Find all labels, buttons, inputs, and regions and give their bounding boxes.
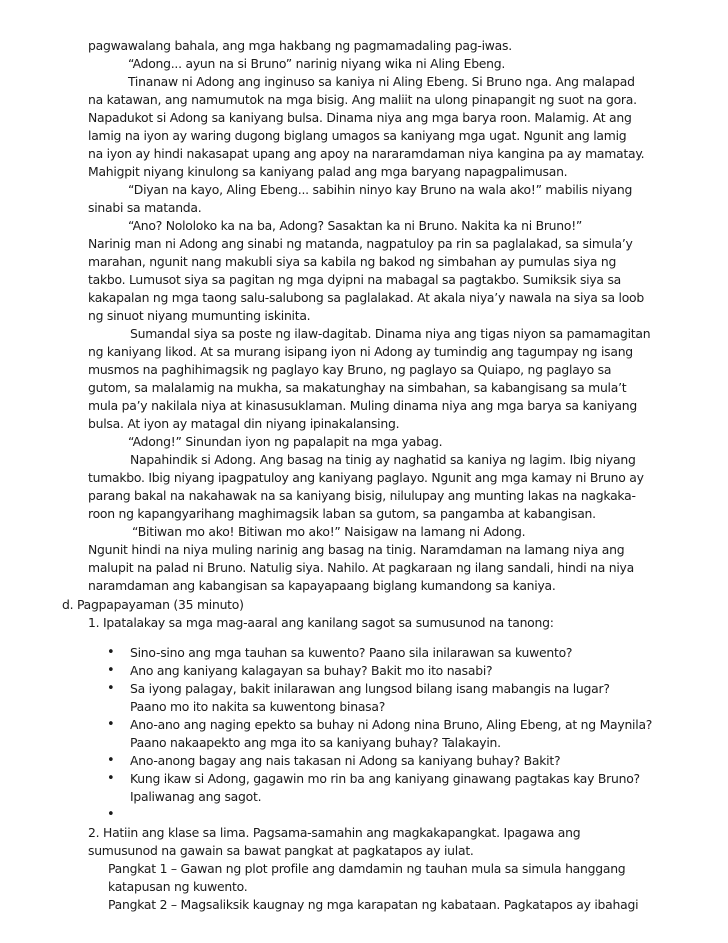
- group-item: Pangkat 1 – Gawan ng plot profile ang damdamin ng tauhan mula sa simula hanggang: [108, 861, 626, 876]
- story-line: Narinig man ni Adong ang sinabi ng matanda, nagpatuloy pa rin sa paglalakad, sa simula’y: [88, 236, 633, 251]
- story-line: lamig na iyon ay waring dugong biglang umagos sa kaniyang mga ugat. Ngunit ang lamig: [88, 128, 627, 143]
- question-item-continuation: Paano nakaapekto ang mga ito sa kaniyang buhay? Talakayin.: [130, 735, 501, 750]
- activity-item-1: 1. Ipatalakay sa mga mag-aaral ang kanilang sagot sa sumusunod na tanong:: [88, 615, 554, 630]
- bullet-icon: •: [107, 753, 115, 768]
- story-line: ng kaniyang likod. At sa murang isipang iyon ni Adong ay tumindig ang tagumpay ng isang: [88, 344, 633, 359]
- bullet-icon: •: [107, 681, 115, 696]
- story-line: Sumandal siya sa poste ng ilaw-dagitab. Dinama niya ang tigas niyon sa pamamagitan: [130, 326, 651, 341]
- group-item-continuation: katapusan ng kuwento.: [108, 879, 248, 894]
- section-heading: d. Pagpapayaman (35 minuto): [62, 597, 244, 612]
- story-line: “Diyan na kayo, Aling Ebeng... sabihin ninyo kay Bruno na wala ako!” mabilis niyang: [128, 182, 633, 197]
- story-line: malupit na palad ni Bruno. Natulig siya. Nahilo. At pagkaraan ng ilang sandali, hindi na niya: [88, 560, 634, 575]
- story-line: marahan, ngunit nang makubli siya sa kabila ng bakod ng simbahan ay pumulas siya ng: [88, 254, 617, 269]
- story-line: Ngunit hindi na niya muling narinig ang basag na tinig. Naramdaman na lamang niya ang: [88, 542, 625, 557]
- story-line: Mahigpit niyang kinulong sa kaniyang palad ang mga baryang napagpalimusan.: [88, 164, 568, 179]
- story-line: “Adong!” Sinundan iyon ng papalapit na mga yabag.: [128, 434, 443, 449]
- bullet-icon: •: [107, 807, 115, 822]
- story-line: sinabi sa matanda.: [88, 200, 202, 215]
- bullet-icon: •: [107, 645, 115, 660]
- question-item: Kung ikaw si Adong, gagawin mo rin ba ang kaniyang ginawang pagtakas kay Bruno?: [130, 771, 640, 786]
- bullet-icon: •: [107, 663, 115, 678]
- story-line: takbo. Lumusot siya sa pagitan ng mga dyipni na mabagal sa pagtakbo. Sumiksik siya sa: [88, 272, 622, 287]
- question-item: Ano ang kaniyang kalagayan sa buhay? Bakit mo ito nasabi?: [130, 663, 493, 678]
- story-line: “Bitiwan mo ako! Bitiwan mo ako!” Naisigaw na lamang ni Adong.: [132, 524, 526, 539]
- story-line: tumakbo. Ibig niyang ipagpatuloy ang kaniyang paglayo. Ngunit ang mga kamay ni Bruno ay: [88, 470, 644, 485]
- story-line: ng sinuot niyang mumunting iskinita.: [88, 308, 311, 323]
- story-line: gutom, sa malalamig na mukha, sa makatunghay na simbahan, sa kabangisang sa mula’t: [88, 380, 627, 395]
- question-item-continuation: Ipaliwanag ang sagot.: [130, 789, 262, 804]
- story-line: Napadukot si Adong sa kaniyang bulsa. Dinama niya ang mga barya roon. Malamig. At ang: [88, 110, 632, 125]
- activity-item-2-continuation: sumusunod na gawain sa bawat pangkat at pagkatapos ay iulat.: [88, 843, 474, 858]
- bullet-icon: •: [107, 717, 115, 732]
- story-line: pagwawalang bahala, ang mga hakbang ng pagmamadaling pag-iwas.: [88, 38, 512, 53]
- bullet-icon: •: [107, 771, 115, 786]
- story-line: bulsa. At iyon ay matagal din niyang ipinakalansing.: [88, 416, 400, 431]
- story-line: Tinanaw ni Adong ang inginuso sa kaniya ni Aling Ebeng. Si Bruno nga. Ang malapad: [128, 74, 635, 89]
- story-line: “Adong... ayun na si Bruno” narinig niyang wika ni Aling Ebeng.: [128, 56, 506, 71]
- question-item: Ano-ano ang naging epekto sa buhay ni Adong nina Bruno, Aling Ebeng, at ng Maynila?: [130, 717, 653, 732]
- story-line: parang bakal na nakahawak na sa kaniyang bisig, nilulupay ang munting lakas na nagkaka-: [88, 488, 636, 503]
- activity-item-2: 2. Hatiin ang klase sa lima. Pagsama-samahin ang magkakapangkat. Ipagawa ang: [88, 825, 581, 840]
- story-line: na katawan, ang namumutok na mga bisig. Ang maliit na ulong pinapangit ng suot na gora.: [88, 92, 637, 107]
- group-item: Pangkat 2 – Magsaliksik kaugnay ng mga karapatan ng kabataan. Pagkatapos ay ibahagi: [108, 897, 639, 912]
- story-line: musmos na paghihimagsik ng paglayo kay Bruno, ng paglayo sa Quiapo, ng paglayo sa: [88, 362, 612, 377]
- question-item: Ano-anong bagay ang nais takasan ni Adong sa kaniyang buhay? Bakit?: [130, 753, 561, 768]
- story-line: kakapalan ng mga taong salu-salubong sa paglalakad. At akala niya’y nawala na siya sa loob: [88, 290, 644, 305]
- story-line: Napahindik si Adong. Ang basag na tinig ay naghatid sa kaniya ng lagim. Ibig niyang: [130, 452, 636, 467]
- story-line: mula pa’y nakilala niya at kinasusuklaman. Muling dinama niya ang mga barya sa kaniyang: [88, 398, 637, 413]
- question-item-continuation: Paano mo ito nakita sa kuwentong binasa?: [130, 699, 386, 714]
- question-item: Sino-sino ang mga tauhan sa kuwento? Paano sila inilarawan sa kuwento?: [130, 645, 573, 660]
- story-line: na iyon ay hindi nakasapat upang ang apoy na nararamdaman niya kangina pa ay mamatay.: [88, 146, 645, 161]
- question-item: Sa iyong palagay, bakit inilarawan ang lungsod bilang isang mabangis na lugar?: [130, 681, 610, 696]
- story-line: naramdaman ang kabangisan sa kapayapaang biglang kumandong sa kaniya.: [88, 578, 556, 593]
- story-line: roon ng kapangyarihang maghimagsik laban sa gutom, sa pangamba at kabangisan.: [88, 506, 596, 521]
- story-line: “Ano? Nololoko ka na ba, Adong? Sasaktan ka ni Bruno. Nakita ka ni Bruno!”: [128, 218, 583, 233]
